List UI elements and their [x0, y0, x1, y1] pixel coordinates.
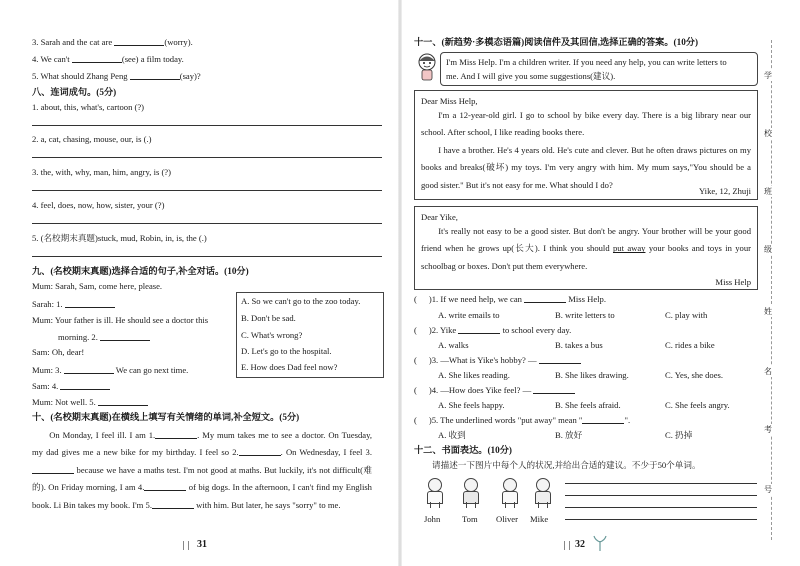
s12-instruction: 请描述一下图片中每个人的状况,并给出合适的建议。不少于50个单词。: [432, 460, 701, 470]
dialog-line-5: [32, 364, 188, 376]
q3-paren-open[interactable]: (: [414, 355, 417, 365]
mc-q2-option-a[interactable]: A. walks: [438, 340, 469, 350]
mc-q1-option-c[interactable]: C. play with: [665, 310, 708, 320]
dialog-speaker-2: morning. 2.: [58, 332, 98, 342]
letter2-body: [421, 223, 751, 275]
letter1-greeting: Dear Miss Help,: [421, 96, 478, 106]
page-mark-right: [564, 541, 570, 550]
mc-q5-option-a[interactable]: A. 收到: [438, 430, 466, 440]
side-label-4: 姓: [764, 307, 772, 316]
dialog-blank-2[interactable]: [100, 331, 150, 341]
s8-answer-line-5[interactable]: [32, 256, 382, 257]
mc-q5-blank: [582, 414, 624, 424]
q3-blank[interactable]: [114, 36, 164, 46]
mc-q2-option-b[interactable]: B. takes a bus: [555, 340, 603, 350]
section-12-title: 十二、书面表达。(10分): [414, 445, 512, 455]
dialog-line-1: [32, 298, 115, 310]
question-3: [32, 36, 193, 48]
mc-q5-option-b[interactable]: B. 放好: [555, 430, 583, 440]
side-label-5: 名: [764, 367, 772, 376]
dialog-line-8: [32, 396, 148, 408]
q1-paren-open[interactable]: (: [414, 294, 417, 304]
mc-q3-blank: [539, 354, 581, 364]
option-e: E. How does Dad feel now?: [241, 362, 338, 372]
option-b: B. Don't be sad.: [241, 313, 296, 323]
dialog-speaker-5: Mum: Not well. 5.: [32, 397, 96, 407]
mc-q5-option-c[interactable]: C. 扔掉: [665, 430, 693, 440]
intro-speech-box: [440, 52, 758, 86]
page-fold: [398, 0, 402, 566]
letter1-signature: Yike, 12, Zhuji: [698, 186, 751, 196]
mc-q4-option-a[interactable]: A. She feels happy.: [438, 400, 505, 410]
dialog-line-7: [32, 380, 110, 392]
s10-blank-3[interactable]: [32, 464, 74, 474]
s8-item-2: 2. a, cat, chasing, mouse, our, is (.): [32, 134, 152, 144]
q5-hint: (say)?: [179, 71, 201, 81]
s8-item-1: 1. about, this, what's, cartoon (?): [32, 102, 145, 112]
side-label-7: 号: [764, 485, 772, 494]
section-8-title: 八、连词成句。(5分): [32, 87, 117, 97]
dialog-speaker-4: Sam: 4.: [32, 381, 59, 391]
letter2-signature: Miss Help: [715, 277, 751, 287]
john-figure: [424, 478, 446, 510]
dialog-line-6: We can go next time.: [115, 365, 189, 375]
name-tom: Tom: [462, 514, 478, 524]
q5-text: 5. What should Zhang Peng: [32, 71, 128, 81]
dialog-blank-5[interactable]: [98, 396, 148, 406]
side-label-6: 考: [764, 425, 772, 434]
dialog-speaker-1: Sarah: 1.: [32, 299, 63, 309]
section-10-title: 十、(名校期末真题)在横线上填写有关情绪的单词,补全短文。(5分): [32, 412, 300, 422]
side-label-0: 学: [764, 71, 772, 80]
mc-q3-option-a[interactable]: A. She likes reading.: [438, 370, 510, 380]
mc-q1-blank: [524, 293, 566, 303]
letter1-p1: I'm a 12-year-old girl. I go to school by bike every day. There is a big library near our school. After school, I like reading books there.: [421, 110, 751, 138]
mc-q2-blank: [458, 324, 500, 334]
q5-paren-open[interactable]: (: [414, 415, 417, 425]
dialog-line-2: Mum: Your father is ill. He should see a doctor this: [32, 315, 209, 325]
page-number-31: 31: [197, 539, 207, 550]
q4-hint: (see) a film today.: [121, 54, 184, 64]
q2-paren-open[interactable]: (: [414, 325, 417, 335]
s10-blank-5[interactable]: [152, 499, 194, 509]
q4-blank[interactable]: [72, 53, 122, 63]
q3-hint: (worry).: [164, 37, 193, 47]
intro-line-1: I'm Miss Help. I'm a children writer. If you need any help, you can write letters to: [446, 57, 727, 67]
s10-blank-4[interactable]: [144, 481, 186, 491]
mc-question-3: ( )3. —What is Yike's hobby? —: [414, 354, 581, 366]
tom-figure: [460, 478, 482, 510]
mc-question-5: ( )5. The underlined words "put away" mean " ".: [414, 415, 631, 425]
mc-q1-option-a[interactable]: A. write emails to: [438, 310, 500, 320]
mc-q2-option-c[interactable]: C. rides a bike: [665, 340, 715, 350]
letter2-text-b: your books and toys in your schoolbag or boxes. Don't put them everywhere.: [421, 243, 752, 271]
side-label-2: 班: [764, 187, 772, 196]
mc-question-1: ( )1. If we need help, we can Miss Help.: [414, 294, 606, 304]
option-a: A. So we can't go to the zoo today.: [241, 296, 361, 306]
name-mike: Mike: [530, 514, 549, 524]
underlined-put-away: put away: [612, 243, 646, 254]
dialog-blank-4[interactable]: [60, 380, 110, 390]
q3-text: 3. Sarah and the cat are: [32, 37, 113, 47]
side-label-3: 级: [764, 245, 772, 254]
options-box: [236, 292, 384, 378]
s8-answer-line-3[interactable]: [32, 190, 382, 191]
reply-letter: [414, 206, 758, 290]
s8-answer-line-4[interactable]: [32, 223, 382, 224]
letter2-text-a: It's really not easy to be a good sister. But don't be angry. Your brother will be your good friend when he grows up(长大). I think you should: [421, 226, 751, 254]
section-9-title: 九、(名校期末真题)选择合适的句子,补全对话。(10分): [32, 266, 249, 276]
dialog-line-4: Sam: Oh, dear!: [32, 347, 85, 357]
dialog-line-0: Mum: Sarah, Sam, come here, please.: [32, 281, 163, 291]
name-john: John: [424, 514, 441, 524]
s8-answer-line-2[interactable]: [32, 157, 382, 158]
section-11-title: 十一、(新趋势·多模态语篇)阅读信件及其回信,选择正确的答案。(10分): [414, 37, 699, 47]
oliver-figure: [499, 478, 521, 510]
writing-line-1[interactable]: [565, 483, 757, 484]
s10-passage: On Monday, I feel ill. I am 1. . My mum takes me to see a doctor. On Tuesday, my dad gives me a new bike for my birthday. I feel so 2. . On Wednesday, I feel 3. because we have a maths test. I'm not good at maths. But luckily, it's not difficult(难的). On Friday morning, I am 4. of big dogs. In the afternoon, I can't find my English book. Li Bin takes my book. I'm 5. with him. But later, he says "sorry" to me.: [32, 430, 372, 510]
letter-to-miss-help: [414, 90, 758, 200]
option-d: D. Let's go to the hospital.: [241, 346, 332, 356]
dialog-blank-1[interactable]: [65, 298, 115, 308]
page-number-32: 32: [575, 539, 585, 550]
s8-item-3: 3. the, with, why, man, him, angry, is (?): [32, 167, 171, 177]
side-label-1: 校: [764, 129, 772, 138]
dialog-blank-3[interactable]: [64, 364, 114, 374]
dialog-line-3: [58, 331, 150, 343]
s8-answer-line-1[interactable]: [32, 125, 382, 126]
page-mark-left: [183, 541, 189, 550]
writing-line-3[interactable]: [565, 507, 757, 508]
option-c: C. What's wrong?: [241, 330, 303, 340]
q5-blank[interactable]: [130, 70, 180, 80]
letter1-body: [421, 107, 751, 194]
s10-blank-2[interactable]: [239, 446, 281, 456]
mc-q3-option-c[interactable]: C. Yes, she does.: [665, 370, 724, 380]
mike-figure: [532, 478, 554, 510]
mc-q4-option-c[interactable]: C. She feels angry.: [665, 400, 730, 410]
mc-question-2: ( )2. Yike to school every day.: [414, 325, 572, 335]
question-4: [32, 53, 184, 65]
binding-dashed-line: [771, 40, 773, 540]
question-5: [32, 70, 201, 82]
s8-item-5: 5. (名校期末真题)stuck, mud, Robin, in, is, the (.): [32, 233, 207, 243]
mc-q3-option-b[interactable]: B. She likes drawing.: [555, 370, 629, 380]
letter1-p2: I have a brother. He's 4 years old. He's cute and clever. But he often draws pictures on my books and breaks(破坏) my toys. I'm very angry with him. My mum says,"You should be a good sister." But it's not easy for me. What should I do?: [421, 144, 751, 190]
miss-help-avatar: [414, 52, 440, 82]
writing-line-4[interactable]: [565, 519, 757, 520]
mc-q1-option-b[interactable]: B. write letters to: [555, 310, 615, 320]
letter2-greeting: Dear Yike,: [421, 212, 458, 222]
q4-paren-open[interactable]: (: [414, 385, 417, 395]
s10-blank-1[interactable]: [155, 429, 197, 439]
plant-icon: [593, 534, 607, 552]
writing-line-2[interactable]: [565, 495, 757, 496]
mc-q4-option-b[interactable]: B. She feels afraid.: [555, 400, 621, 410]
s8-item-4: 4. feel, does, now, how, sister, your (?): [32, 200, 165, 210]
dialog-speaker-3: Mum: 3.: [32, 365, 62, 375]
name-oliver: Oliver: [496, 514, 518, 524]
q4-text: 4. We can't: [32, 54, 70, 64]
mc-question-4: ( )4. —How does Yike feel? —: [414, 384, 575, 396]
intro-line-2: me. And I will give you some suggestions(建议).: [446, 71, 616, 81]
mc-q4-blank: [533, 384, 575, 394]
